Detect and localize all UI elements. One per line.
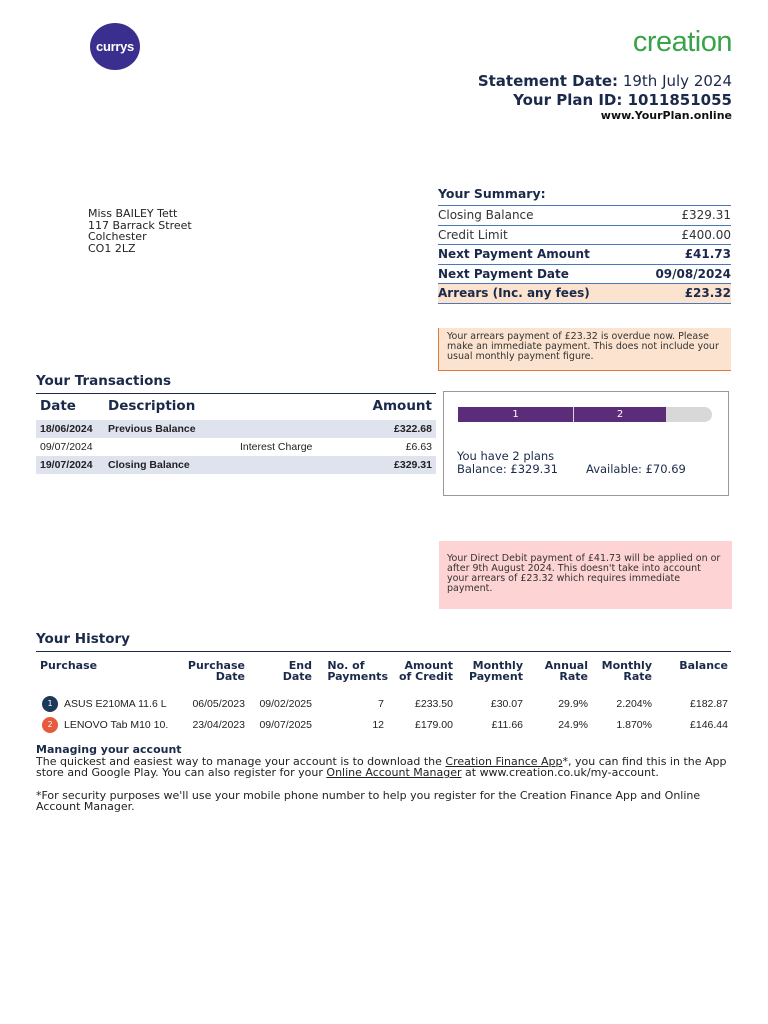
transactions-header [36, 394, 436, 420]
history-payments: 7 [378, 698, 384, 710]
header-line: Rate [623, 670, 652, 683]
history-monthly-payment: £30.07 [490, 698, 523, 710]
table-row [36, 456, 436, 474]
summary-label: Arrears (Inc. any fees) [438, 286, 590, 300]
history-header-payments [327, 660, 388, 682]
transaction-amount: £329.31 [394, 459, 432, 471]
plan-available: Available: £70.69 [586, 462, 686, 476]
header-line: Monthly [601, 659, 652, 672]
address-line: 117 Barrack Street [88, 218, 192, 232]
transaction-date: 09/07/2024 [40, 441, 93, 453]
creation-logo: creation [632, 26, 732, 58]
history-end-date: 09/02/2025 [259, 698, 312, 710]
history-annual-rate: 24.9% [558, 719, 588, 731]
plan-id-value: 1011851055 [627, 91, 732, 109]
spacer [36, 779, 736, 790]
history-header-monthly-payment [469, 660, 523, 682]
history-balance: £182.87 [690, 698, 728, 710]
address-line: Colchester [88, 230, 147, 243]
summary-value: £23.32 [684, 286, 731, 300]
plan-number-badge: 1 [42, 696, 58, 712]
history-header-monthly-rate [602, 660, 652, 682]
plan-count: You have 2 plans [457, 449, 555, 463]
summary-value: £329.31 [681, 208, 731, 222]
summary-value: 09/08/2024 [655, 266, 731, 281]
table-row [36, 438, 436, 456]
direct-debit-notice: Your Direct Debit payment of £41.73 will be applied on or after 9th August 2024. This doesn't take into account your arrears of £23.32 which requires immediate payment. [439, 541, 732, 609]
summary-row-next-payment-date [438, 264, 731, 284]
history-purchase: LENOVO Tab M10 10. [64, 719, 169, 731]
customer-address [88, 208, 192, 254]
creation-finance-app-link[interactable]: Creation Finance App [445, 754, 563, 768]
transaction-detail: Interest Charge [240, 441, 313, 453]
header-line: Monthly [472, 659, 523, 672]
header-description: Description [108, 398, 196, 414]
managing-account-heading: Managing your account [36, 743, 182, 756]
history-title: Your History [36, 631, 130, 647]
history-header-balance: Balance [679, 659, 728, 672]
transactions-table [36, 393, 436, 474]
summary-value: £41.73 [684, 247, 731, 261]
header-line: No. of [327, 659, 365, 672]
header-line: Rate [559, 670, 588, 683]
transaction-description: Previous Balance [108, 423, 196, 435]
managing-account-section [36, 744, 736, 813]
header-line: Date [282, 670, 312, 683]
header-line: Amount [404, 659, 453, 672]
transactions-title: Your Transactions [36, 373, 172, 389]
currys-logo-text: currys [96, 39, 134, 54]
header-line: of Credit [398, 670, 453, 683]
plan-balance: Balance: £329.31 [457, 462, 558, 476]
transaction-description: Closing Balance [108, 459, 190, 471]
plan-id [513, 91, 732, 109]
summary-label: Credit Limit [438, 227, 508, 242]
summary-title: Your Summary: [438, 186, 546, 201]
transaction-description [108, 438, 368, 456]
arrears-notice: Your arrears payment of £23.32 is overdue now. Please make an immediate payment. This does not include your usual monthly payment figure. [438, 328, 731, 371]
history-divider [36, 651, 731, 652]
history-annual-rate: 29.9% [558, 698, 588, 710]
summary-row-credit-limit [438, 225, 731, 245]
paragraph-text: *, you can find this in the App store and Google Play. You can also register for your [36, 754, 727, 779]
plan-website[interactable]: www.YourPlan.online [600, 109, 732, 122]
summary-label: Next Payment Date [438, 266, 569, 281]
paragraph-text: The quickest and easiest way to manage your account is to download the [36, 754, 446, 768]
history-amount-of-credit: £233.50 [415, 698, 453, 710]
header-line: End [288, 659, 312, 672]
header-line: Payments [327, 670, 388, 683]
history-monthly-rate: 2.204% [616, 698, 652, 710]
plan-id-label: Your Plan ID: [513, 91, 623, 109]
history-monthly-rate: 1.870% [616, 719, 652, 731]
statement-date-value: 19th July 2024 [622, 72, 732, 90]
plan-2-segment: 2 [574, 407, 666, 422]
security-note: *For security purposes we'll use your mobile phone number to help you register for the Creation Finance App and Online Account Manager. [36, 788, 701, 813]
table-row [36, 420, 436, 438]
history-header-end-date [283, 660, 312, 682]
history-header-purchase-date [188, 660, 245, 682]
address-line: Miss BAILEY Tett [88, 207, 178, 220]
online-account-manager-link[interactable]: Online Account Manager [326, 766, 462, 779]
history-header-amount-of-credit [399, 660, 453, 682]
managing-account-paragraph [36, 756, 736, 779]
history-payments: 12 [372, 719, 384, 731]
plan-number-badge: 2 [42, 717, 58, 733]
header-line: Payment [468, 670, 523, 683]
summary-label: Closing Balance [438, 208, 534, 222]
summary-table [438, 186, 731, 304]
header-line: Purchase [187, 659, 245, 672]
history-header-purchase: Purchase [40, 659, 98, 672]
history-header-annual-rate [545, 660, 588, 682]
header-amount: Amount [372, 398, 432, 414]
history-purchase-date: 23/04/2023 [192, 719, 245, 731]
header-line: Date [215, 670, 245, 683]
transaction-amount: £6.63 [405, 441, 432, 453]
transaction-amount: £322.68 [394, 423, 432, 435]
statement-date [478, 72, 732, 90]
history-monthly-payment: £11.66 [491, 719, 523, 731]
summary-value: £400.00 [681, 227, 731, 242]
transaction-date: 18/06/2024 [40, 423, 93, 435]
history-purchase-date: 06/05/2023 [192, 698, 245, 710]
summary-label: Next Payment Amount [438, 247, 590, 261]
statement-date-label: Statement Date: [477, 72, 619, 90]
history-amount-of-credit: £179.00 [415, 719, 453, 731]
summary-row-arrears [438, 283, 731, 304]
history-purchase: ASUS E210MA 11.6 L [64, 698, 167, 710]
paragraph-text: at www.creation.co.uk/my-account. [461, 766, 659, 779]
history-balance: £146.44 [690, 719, 728, 731]
summary-row-next-payment-amount [438, 244, 731, 264]
plan-1-segment: 1 [458, 407, 573, 422]
header-line: Annual [544, 659, 588, 672]
currys-logo [90, 23, 140, 70]
transaction-date: 19/07/2024 [40, 459, 93, 471]
summary-row-closing-balance [438, 205, 731, 225]
header-date: Date [40, 398, 76, 414]
address-line: CO1 2LZ [88, 241, 136, 255]
history-end-date: 09/07/2025 [259, 719, 312, 731]
